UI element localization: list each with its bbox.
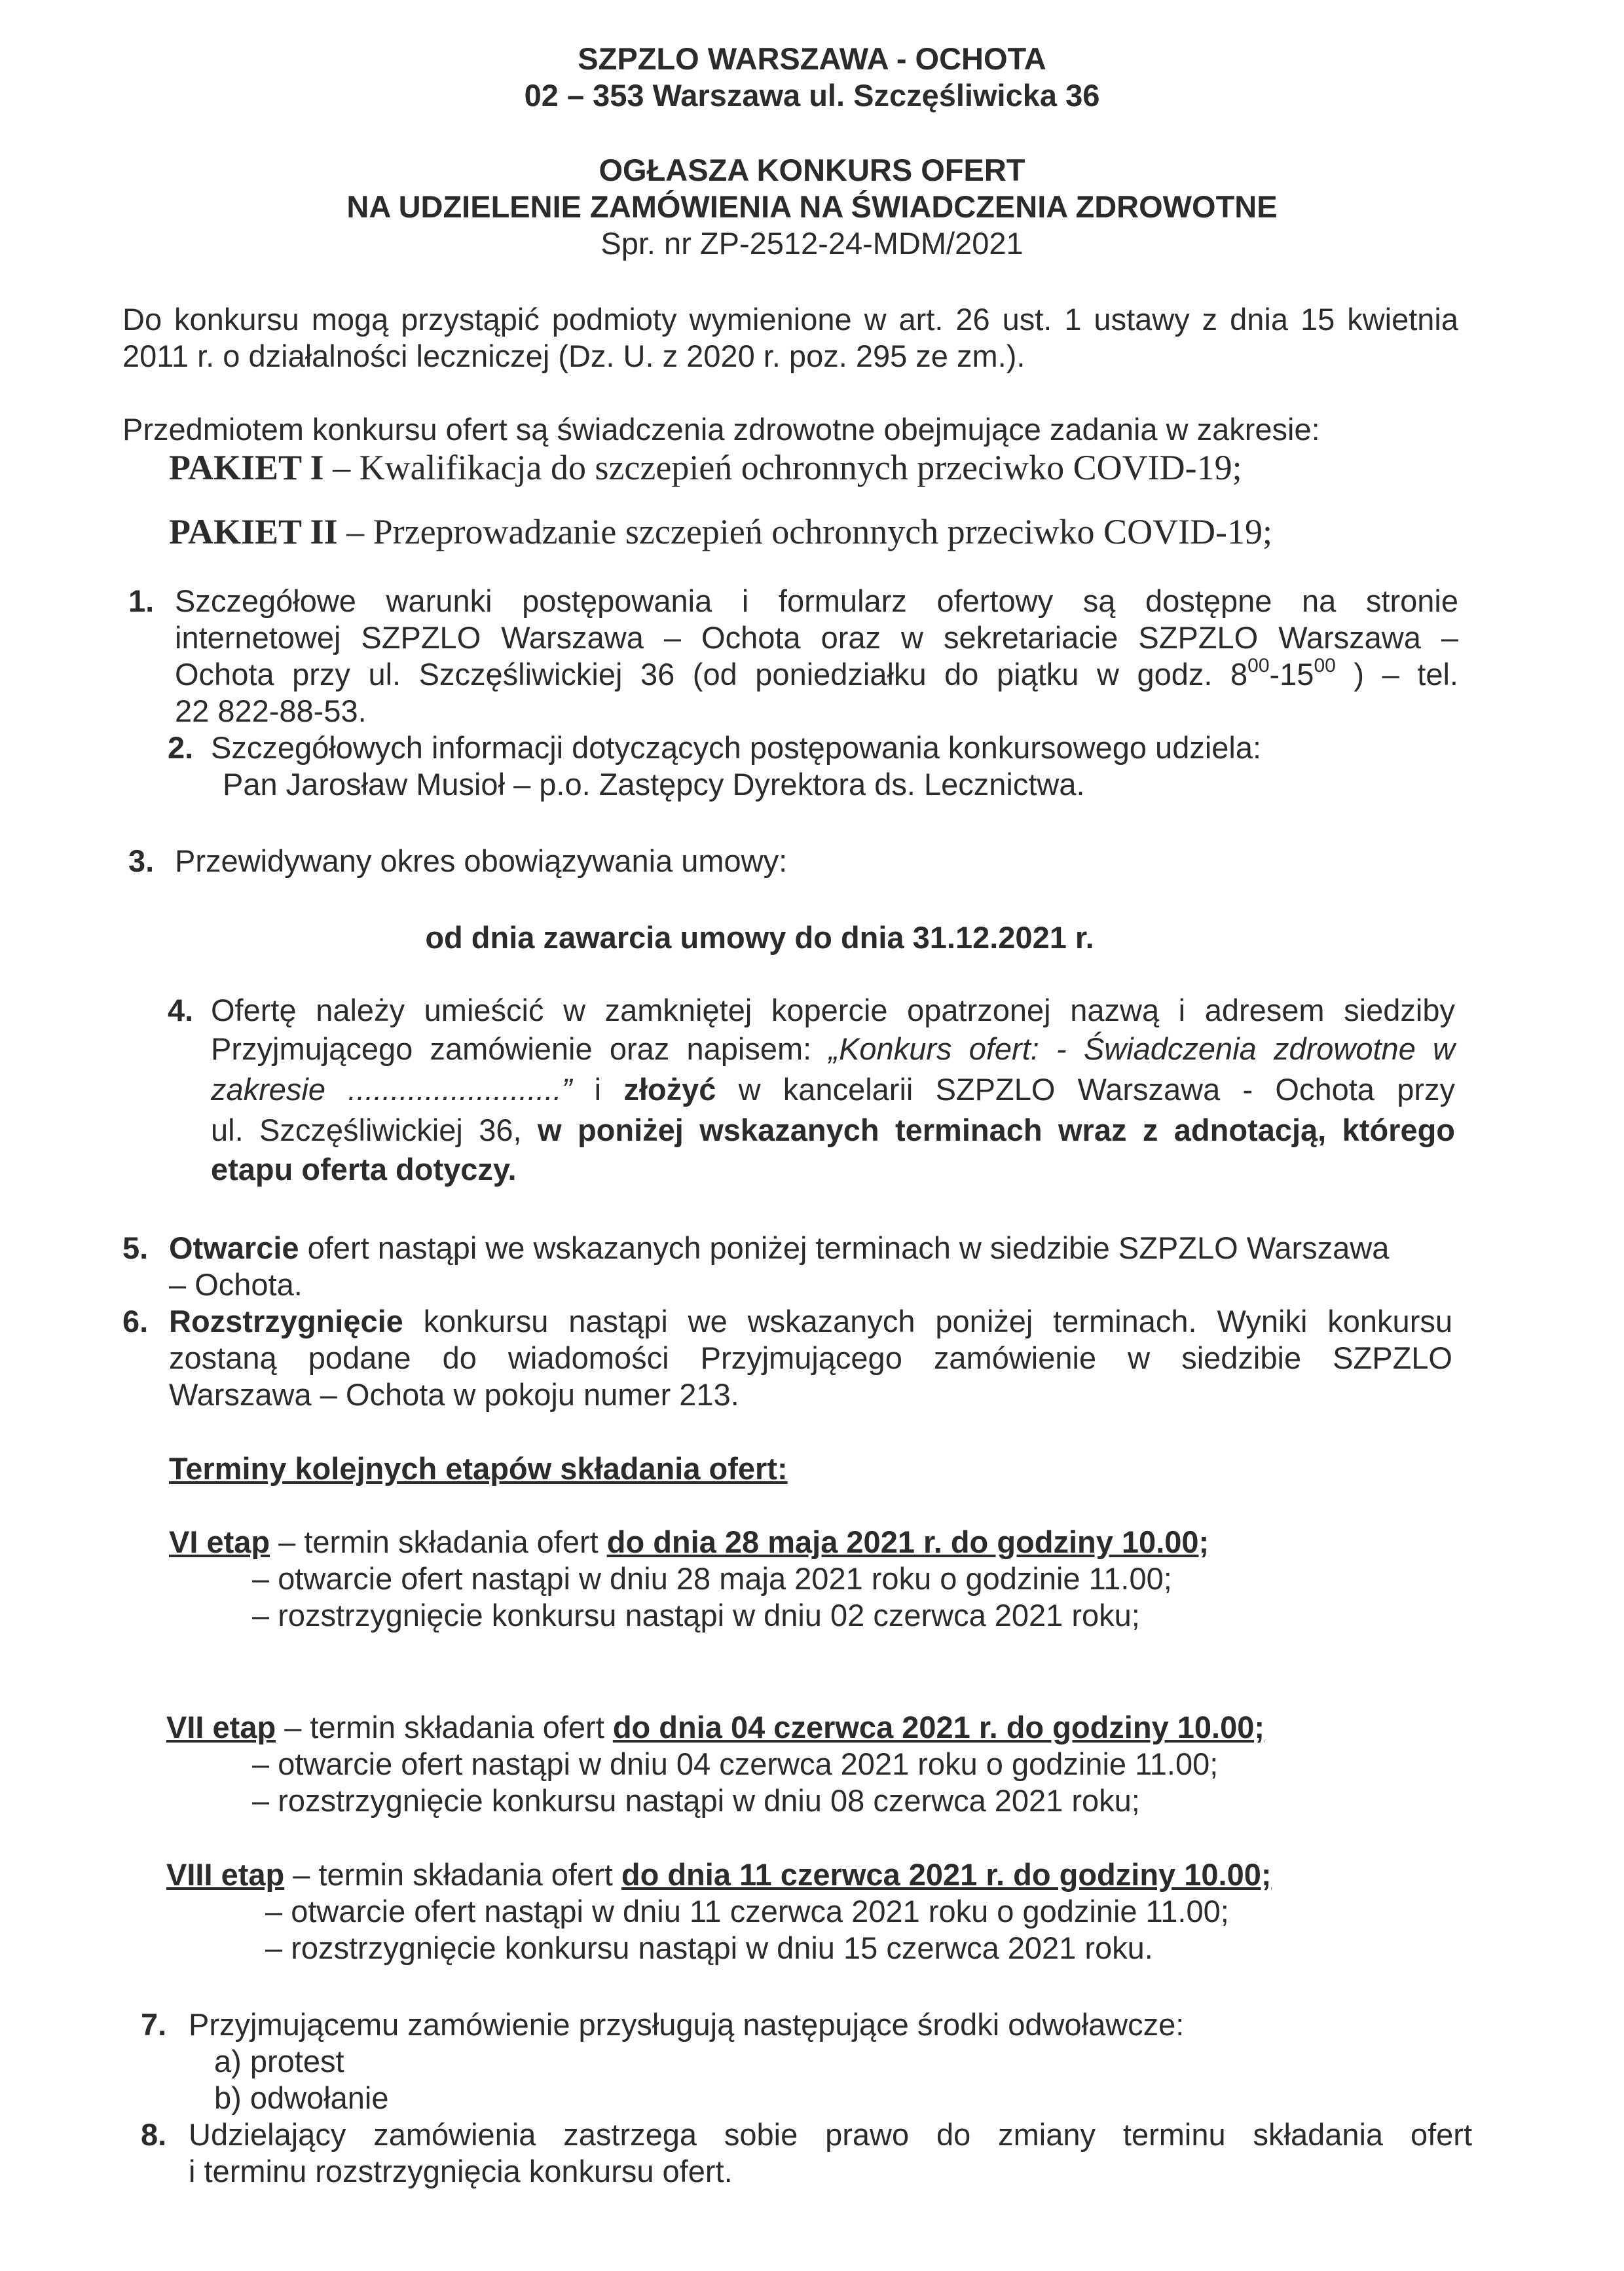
item-3-number: 3.: [128, 843, 155, 878]
intro-line-2: 2011 r. o działalności leczniczej (Dz. U. z 2020 r. poz. 295 ze zm.).: [122, 339, 1025, 373]
item-4-line-3d: w kancelarii SZPZLO Warszawa - Ochota przy: [716, 1072, 1455, 1107]
stage-6-mid: – termin składania ofert: [270, 1524, 607, 1559]
stage-6-deadline-date: do dnia 28 maja 2021 r. do godziny 10.00;: [606, 1524, 1209, 1559]
item-6-line-3: Warszawa – Ochota w pokoju numer 213.: [169, 1377, 739, 1412]
item-1-line-3a: Ochota przy ul. Szczęśliwickiej 36 (od poniedziałku do piątku w godz. 8: [175, 657, 1248, 692]
item-5-line-1b: ofert nastąpi we wskazanych poniżej terminach w siedzibie SZPZLO Warszawa: [299, 1230, 1390, 1265]
stage-8-result: – rozstrzygnięcie konkursu nastąpi w dniu 15 czerwca 2021 roku.: [265, 1930, 1153, 1965]
stage-7-result: – rozstrzygnięcie konkursu nastąpi w dniu 08 czerwca 2021 roku;: [252, 1783, 1140, 1818]
stage-6-deadline: [169, 1524, 1209, 1560]
stage-6-result: – rozstrzygnięcie konkursu nastąpi w dniu 02 czerwca 2021 roku;: [252, 1598, 1140, 1633]
item-2-number: 2.: [168, 730, 194, 765]
stages-heading: Terminy kolejnych etapów składania ofert:: [169, 1451, 788, 1486]
item-4-line-4: [211, 1112, 1455, 1149]
announcement-title: OGŁASZA KONKURS OFERT: [599, 153, 1025, 187]
remedy-protest: a) protest: [214, 2044, 344, 2078]
item-8-line-2: i terminu rozstrzygnięcia konkursu ofert.: [189, 2154, 733, 2188]
item-5-line-1: [169, 1230, 1389, 1266]
item-2-line-2: Pan Jarosław Musioł – p.o. Zastępcy Dyrektora ds. Lecznictwa.: [223, 767, 1085, 802]
org-address: 02 – 353 Warszawa ul. Szczęśliwicka 36: [524, 78, 1100, 113]
item-8-number: 8.: [141, 2117, 167, 2152]
announcement-subtitle: NA UDZIELENIE ZAMÓWIENIA NA ŚWIADCZENIA ZDROWOTNE: [346, 189, 1278, 224]
stage-7-mid: – termin składania ofert: [276, 1710, 613, 1745]
item-6-line-1a: Rozstrzygnięcie: [169, 1304, 403, 1339]
item-1-line-2: internetowej SZPZLO Warszawa – Ochota oraz w sekretariacie SZPZLO Warszawa –: [175, 620, 1458, 655]
stage-8-label: VIII etap: [166, 1857, 285, 1892]
item-4-line-2: [211, 1031, 1455, 1067]
item-4-line-4b: w poniżej wskazanych terminach wraz z adnotacją, którego: [537, 1113, 1456, 1147]
item-3-line-1: Przewidywany okres obowiązywania umowy:: [175, 843, 788, 878]
hour-sup-1: 00: [1247, 655, 1270, 676]
pakiet-2-label: PAKIET II: [169, 512, 338, 551]
pakiet-1-text: – Kwalifikacja do szczepień ochronnych przeciwko COVID-19;: [323, 448, 1242, 487]
pakiet-1: [169, 448, 1242, 487]
pakiet-2-text: – Przeprowadzanie szczepień ochronnych przeciwko COVID-19;: [337, 512, 1273, 551]
org-name: SZPZLO WARSZAWA - OCHOTA: [578, 41, 1046, 76]
item-5-line-1a: Otwarcie: [169, 1230, 299, 1265]
intro-line-1: Do konkursu mogą przystąpić podmioty wymienione w art. 26 ust. 1 ustawy z dnia 15 kwietnia: [122, 302, 1458, 337]
pakiet-1-label: PAKIET I: [169, 448, 324, 487]
item-4-line-2b: „Konkurs ofert: - Świadczenia zdrowotne w: [828, 1031, 1455, 1066]
stage-8-deadline-date: do dnia 11 czerwca 2021 r. do godziny 10.00;: [621, 1857, 1272, 1892]
item-5-number: 5.: [122, 1230, 149, 1265]
item-4-line-4a: ul. Szczęśliwickiej 36,: [211, 1113, 538, 1147]
case-number: Spr. nr ZP-2512-24-MDM/2021: [600, 226, 1024, 261]
item-4-line-3: [211, 1071, 1455, 1108]
item-4-line-5: etapu oferta dotyczy.: [211, 1152, 517, 1187]
item-5-line-2: – Ochota.: [169, 1267, 303, 1302]
stage-8-deadline: [166, 1856, 1272, 1893]
pakiet-2: [169, 512, 1272, 551]
item-6-line-2: zostaną podane do wiadomości Przyjmującego zamówienie w siedzibie SZPZLO: [169, 1340, 1452, 1375]
stage-7-deadline: [166, 1709, 1264, 1746]
item-1-line-4: 22 822-88-53.: [175, 693, 367, 728]
stage-8-mid: – termin składania ofert: [284, 1857, 621, 1892]
stage-8-opening: – otwarcie ofert nastąpi w dniu 11 czerwca 2021 roku o godzinie 11.00;: [265, 1894, 1229, 1929]
item-7-number: 7.: [141, 2007, 167, 2042]
stage-7-label: VII etap: [166, 1710, 276, 1745]
remedy-appeal: b) odwołanie: [214, 2080, 389, 2115]
item-4-line-3b: i: [572, 1072, 624, 1107]
stage-7-deadline-date: do dnia 04 czerwca 2021 r. do godziny 10.00;: [612, 1710, 1265, 1745]
item-4-line-2a: Przyjmującego zamówienie oraz napisem:: [211, 1031, 829, 1066]
item-1-line-3c: ) – tel.: [1335, 657, 1458, 692]
item-1-line-1: Szczegółowe warunki postępowania i formularz ofertowy są dostępne na stronie: [175, 583, 1458, 618]
item-1-number: 1.: [128, 583, 155, 618]
subject-lead: Przedmiotem konkursu ofert są świadczenia zdrowotne obejmujące zadania w zakresie:: [122, 412, 1320, 447]
item-8-line-1: Udzielający zamówienia zastrzega sobie prawo do zmiany terminu składania ofert: [189, 2117, 1472, 2152]
item-7-line-1: Przyjmującemu zamówienie przysługują następujące środki odwoławcze:: [189, 2007, 1185, 2042]
item-2-line-1: Szczegółowych informacji dotyczących postępowania konkursowego udziela:: [211, 730, 1262, 765]
item-1-line-3b: -15: [1269, 657, 1314, 692]
item-4-line-3c: złożyć: [623, 1072, 716, 1107]
stage-7-opening: – otwarcie ofert nastąpi w dniu 04 czerwca 2021 roku o godzinie 11.00;: [252, 1746, 1219, 1781]
item-4-number: 4.: [168, 993, 194, 1027]
item-1-line-3: [175, 656, 1458, 693]
stage-6-opening: – otwarcie ofert nastąpi w dniu 28 maja 2021 roku o godzinie 11.00;: [252, 1561, 1172, 1596]
item-4-line-1: Ofertę należy umieścić w zamkniętej kopercie opatrzonej nazwą i adresem siedziby: [211, 993, 1455, 1027]
item-6-number: 6.: [122, 1304, 149, 1339]
item-6-line-1b: konkursu nastąpi we wskazanych poniżej terminach. Wyniki konkursu: [403, 1304, 1452, 1339]
item-4-line-3a: zakresie .........................”: [211, 1072, 572, 1107]
item-6-line-1: [169, 1303, 1452, 1340]
contract-period: od dnia zawarcia umowy do dnia 31.12.2021 r.: [425, 920, 1094, 955]
hour-sup-2: 00: [1314, 655, 1336, 676]
stage-6-label: VI etap: [169, 1524, 270, 1559]
